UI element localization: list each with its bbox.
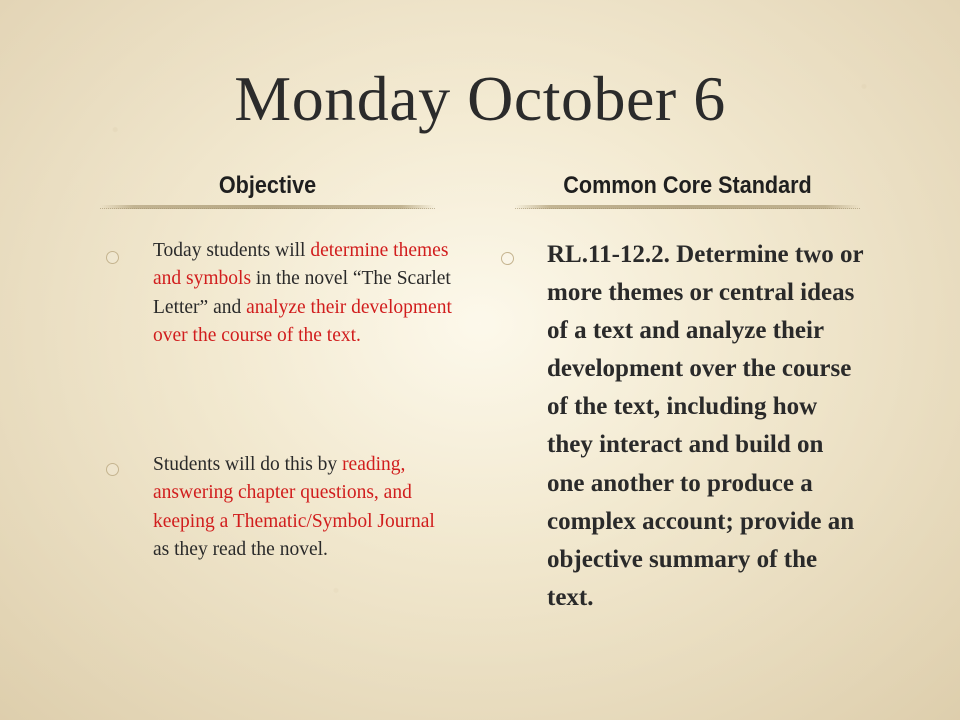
objective-bullet-1-highlight-2: analyze their development over the course of the text. [153,296,452,346]
objective-bullet-2-highlight: reading, answering chapter questions, and keeping a Thematic/Symbol Journal [153,454,435,532]
objective-bullet-2-text-1: Students will do this by [153,454,343,475]
bullet-circle-icon [106,463,119,476]
objective-bullet-1-text-2: in the novel “The Scarlet Letter” and [153,268,451,318]
bullet-circle-icon [106,251,119,264]
standard-bullet-1: RL.11-12.2. Determine two or more themes or central ideas of a text and analyze their development over the course of the text, including how they interact and build on one another to produce a complex account; provide an objective summary of the text. [547,241,864,611]
standard-heading-divider [515,205,860,209]
objective-bullet-1 [153,237,453,350]
objective-bullet-2-text-2: as they read the novel. [153,538,328,560]
bullet-circle-icon [501,252,514,265]
objective-heading: Objective [218,172,317,199]
standard-heading: Common Core Standard [563,172,812,199]
objective-heading-divider [100,205,435,209]
objective-bullet-1-highlight-1: determine themes and symbols [153,240,449,290]
objective-bullet-1-text-1: Today students will [153,240,311,261]
objective-bullet-2 [153,451,453,564]
slide-title: Monday October 6 [234,63,726,134]
